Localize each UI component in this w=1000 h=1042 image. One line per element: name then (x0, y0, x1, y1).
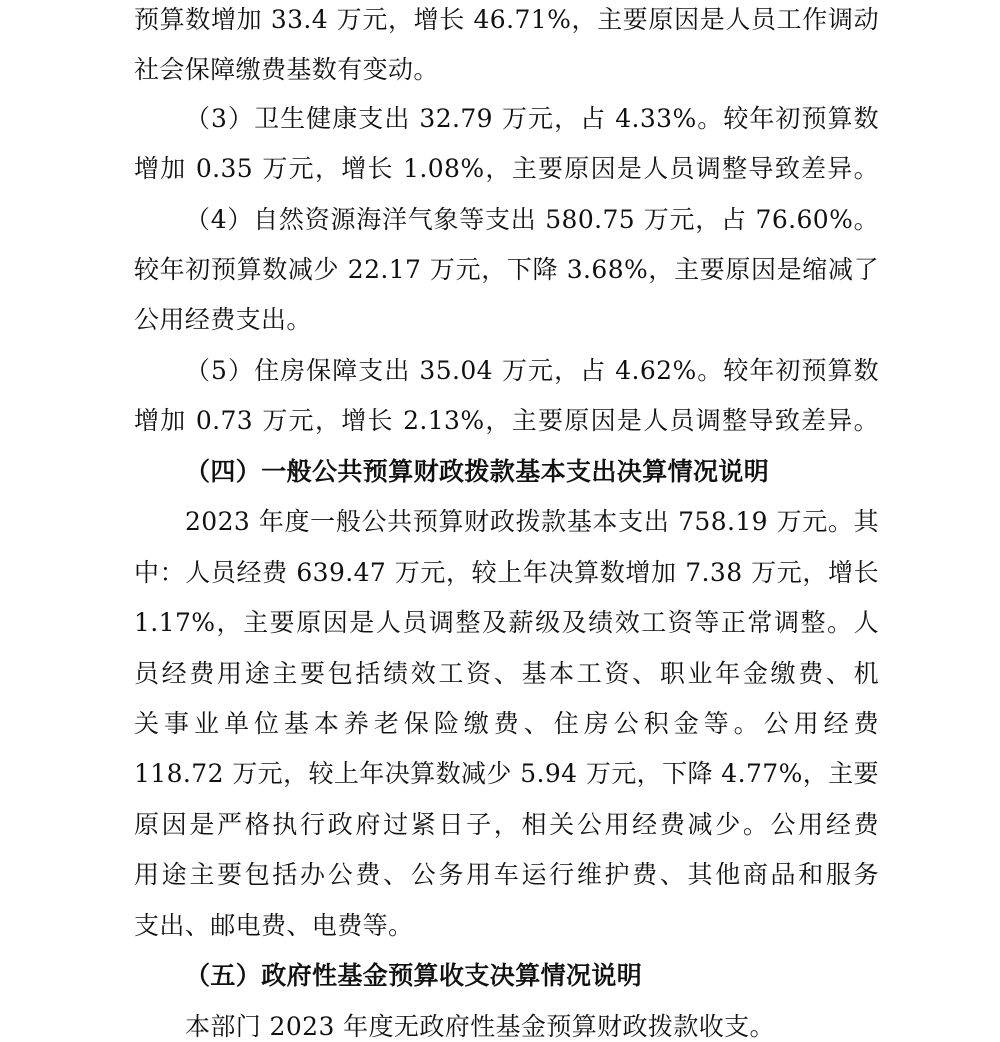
body-text-line: 118.72 万元，较上年决算数减少 5.94 万元，下降 4.77%，主要 (134, 759, 879, 788)
body-text-line: 预算数增加 33.4 万元，增长 46.71%，主要原因是人员工作调动 (134, 5, 879, 34)
section-heading-government-fund: （五）政府性基金预算收支决算情况说明 (185, 961, 643, 990)
paragraph-government-fund: 本部门 2023 年度无政府性基金预算财政拨款收支。 (185, 1012, 775, 1041)
body-text-line: 原因是严格执行政府过紧日子，相关公用经费减少。公用经费 (134, 810, 879, 839)
body-text-line: 中：人员经费 639.47 万元，较上年决算数增加 7.38 万元，增长 (134, 558, 879, 587)
section-heading-basic-expenditure: （四）一般公共预算财政拨款基本支出决算情况说明 (185, 457, 770, 486)
body-text-line: 增加 0.35 万元，增长 1.08%，主要原因是人员调整导致差异。 (134, 154, 879, 183)
body-text-line: 公用经费支出。 (134, 305, 312, 334)
body-text-line: 用途主要包括办公费、公务用车运行维护费、其他商品和服务 (134, 860, 879, 889)
body-text-line: 员经费用途主要包括绩效工资、基本工资、职业年金缴费、机 (134, 659, 879, 688)
body-text-line: 1.17%，主要原因是人员调整及薪级及绩效工资等正常调整。人 (134, 608, 879, 637)
paragraph-basic-expenditure: 2023 年度一般公共预算财政拨款基本支出 758.19 万元。其 (185, 507, 879, 536)
body-text-line: 较年初预算数减少 22.17 万元，下降 3.68%，主要原因是缩减了 (134, 255, 879, 284)
body-text-line: 社会保障缴费基数有变动。 (134, 55, 439, 84)
body-text-line: 增加 0.73 万元，增长 2.13%，主要原因是人员调整导致差异。 (134, 406, 879, 435)
paragraph-natural-resources-expenditure: （4）自然资源海洋气象等支出 580.75 万元，占 76.60%。 (185, 205, 879, 234)
body-text-line: 支出、邮电费、电费等。 (134, 911, 414, 940)
paragraph-housing-expenditure: （5）住房保障支出 35.04 万元，占 4.62%。较年初预算数 (185, 356, 879, 385)
body-text-line: 关事业单位基本养老保险缴费、住房公积金等。公用经费 (134, 709, 879, 738)
paragraph-health-expenditure: （3）卫生健康支出 32.79 万元，占 4.33%。较年初预算数 (185, 104, 879, 133)
